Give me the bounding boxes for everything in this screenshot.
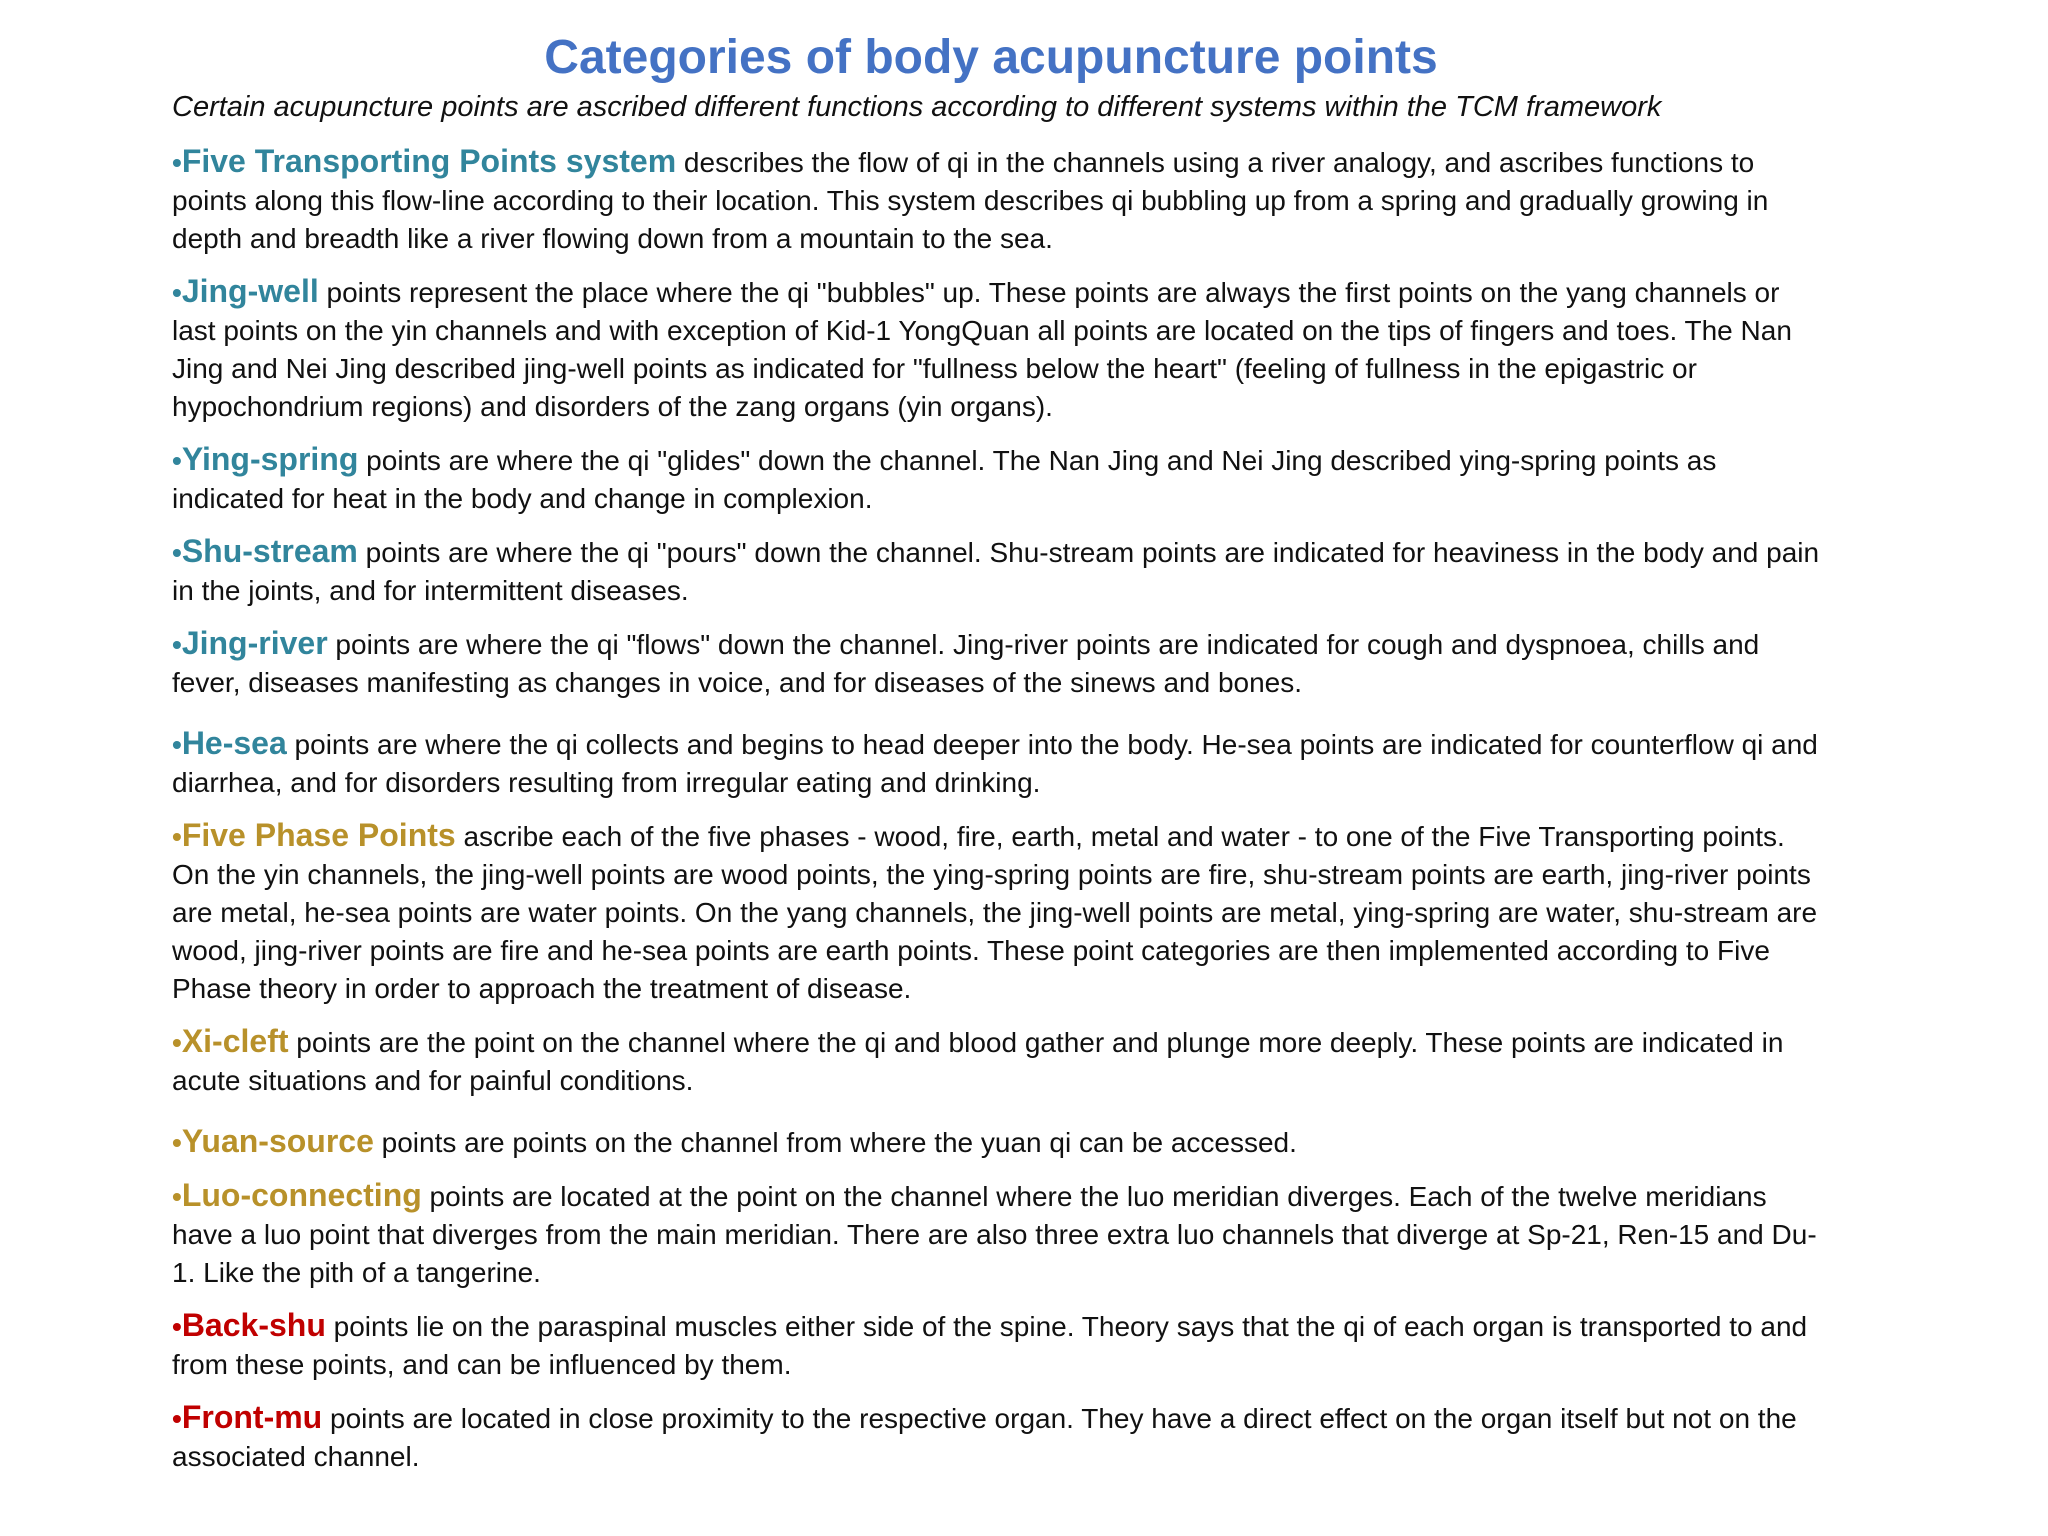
description-front-mu: points are located in close proximity to the respective organ. They have a direct effect on the organ itself but not on the associated channel. bbox=[172, 1403, 1797, 1472]
term-back-shu: Back-shu bbox=[181, 1307, 326, 1343]
description-xi-cleft: points are the point on the channel where the qi and blood gather and plunge more deeply. These points are indicated in acute situations and for painful conditions. bbox=[172, 1027, 1784, 1096]
term-yuan-source: Yuan-source bbox=[181, 1123, 374, 1159]
list-item-shu-stream bbox=[172, 532, 1822, 610]
description-shu-stream: points are where the qi "pours" down the channel. Shu-stream points are indicated for heaviness in the body and pain in the joints, and for intermittent diseases. bbox=[172, 537, 1820, 606]
description-five-phase: ascribe each of the five phases - wood, fire, earth, metal and water - to one of the Five Transporting points. On the yin channels, the jing-well points are wood points, the ying-spring points are fire, shu-stream points are earth, jing-river points are metal, he-sea points are water points. On the yang channels, the jing-well points are metal, ying-spring are water, shu-stream are wood, jing-river points are fire and he-sea points are earth points. These point categories are then implemented according to Five Phase theory in order to approach the treatment of disease. bbox=[172, 821, 1818, 1004]
list-item-jing-river bbox=[172, 624, 1822, 702]
description-jing-well: points represent the place where the qi "bubbles" up. These points are always the first points on the yang channels or last points on the yin channels and with exception of Kid-1 YongQuan all points are located on the tips of fingers and toes. The Nan Jing and Nei Jing described jing-well points as indicated for "fullness below the heart" (feeling of fullness in the epigastric or hypochondrium regions) and disorders of the zang organs (yin organs). bbox=[172, 277, 1792, 422]
list-item-five-transporting bbox=[172, 142, 1822, 258]
list-item-back-shu bbox=[172, 1306, 1822, 1384]
bullet: • bbox=[172, 1027, 182, 1058]
term-he-sea: He-sea bbox=[181, 725, 287, 761]
bullet: • bbox=[172, 277, 182, 308]
term-xi-cleft: Xi-cleft bbox=[181, 1023, 289, 1059]
term-jing-well: Jing-well bbox=[181, 273, 319, 309]
description-five-transporting: describes the flow of qi in the channels using a river analogy, and ascribes functions to points along this flow-line according to their location. This system describes qi bubbling up from a spring and gradually growing in depth and breadth like a river flowing down from a mountain to the sea. bbox=[172, 147, 1769, 254]
bullet: • bbox=[172, 147, 182, 178]
term-luo-connecting: Luo-connecting bbox=[181, 1177, 422, 1213]
description-he-sea: points are where the qi collects and begins to head deeper into the body. He-sea points are indicated for counterflow qi and diarrhea, and for disorders resulting from irregular eating and drinking. bbox=[172, 729, 1818, 798]
bullet: • bbox=[172, 821, 182, 852]
list-item-xi-cleft bbox=[172, 1022, 1822, 1100]
list-item-ying-spring bbox=[172, 440, 1822, 518]
term-front-mu: Front-mu bbox=[181, 1399, 323, 1435]
description-ying-spring: points are where the qi "glides" down the channel. The Nan Jing and Nei Jing described ying-spring points as indicated for heat in the body and change in complexion. bbox=[172, 445, 1717, 514]
list-item-five-phase bbox=[172, 816, 1822, 1008]
list-item-yuan-source bbox=[172, 1122, 1822, 1162]
list-item-jing-well bbox=[172, 272, 1822, 426]
description-jing-river: points are where the qi "flows" down the channel. Jing-river points are indicated for cough and dyspnoea, chills and fever, diseases manifesting as changes in voice, and for diseases of the sinews and bones. bbox=[172, 629, 1760, 698]
bullet: • bbox=[172, 1181, 182, 1212]
page-title: Categories of body acupuncture points bbox=[544, 31, 1438, 84]
bullet: • bbox=[172, 629, 182, 660]
bullet: • bbox=[172, 1403, 182, 1434]
bullet: • bbox=[172, 729, 182, 760]
term-ying-spring: Ying-spring bbox=[181, 441, 359, 477]
bullet: • bbox=[172, 537, 182, 568]
bullet: • bbox=[172, 445, 182, 476]
point-category-list bbox=[172, 142, 1822, 1490]
term-jing-river: Jing-river bbox=[181, 625, 328, 661]
list-item-front-mu bbox=[172, 1398, 1822, 1476]
term-five-transporting: Five Transporting Points system bbox=[181, 143, 677, 179]
bullet: • bbox=[172, 1127, 182, 1158]
description-luo-connecting: points are located at the point on the channel where the luo meridian diverges. Each of the twelve meridians have a luo point that diverges from the main meridian. There are also three extra luo channels that diverge at Sp-21, Ren-15 and Du-1. Like the pith of a tangerine. bbox=[172, 1181, 1817, 1288]
list-item-he-sea bbox=[172, 724, 1822, 802]
term-five-phase: Five Phase Points bbox=[181, 817, 456, 853]
page-subtitle: Certain acupuncture points are ascribed different functions according to different systems within the TCM framework bbox=[172, 91, 1662, 123]
bullet: • bbox=[172, 1311, 182, 1342]
description-back-shu: points lie on the paraspinal muscles either side of the spine. Theory says that the qi of each organ is transported to and from these points, and can be influenced by them. bbox=[172, 1311, 1808, 1380]
description-yuan-source: points are points on the channel from where the yuan qi can be accessed. bbox=[373, 1127, 1297, 1158]
list-item-luo-connecting bbox=[172, 1176, 1822, 1292]
term-shu-stream: Shu-stream bbox=[181, 533, 358, 569]
